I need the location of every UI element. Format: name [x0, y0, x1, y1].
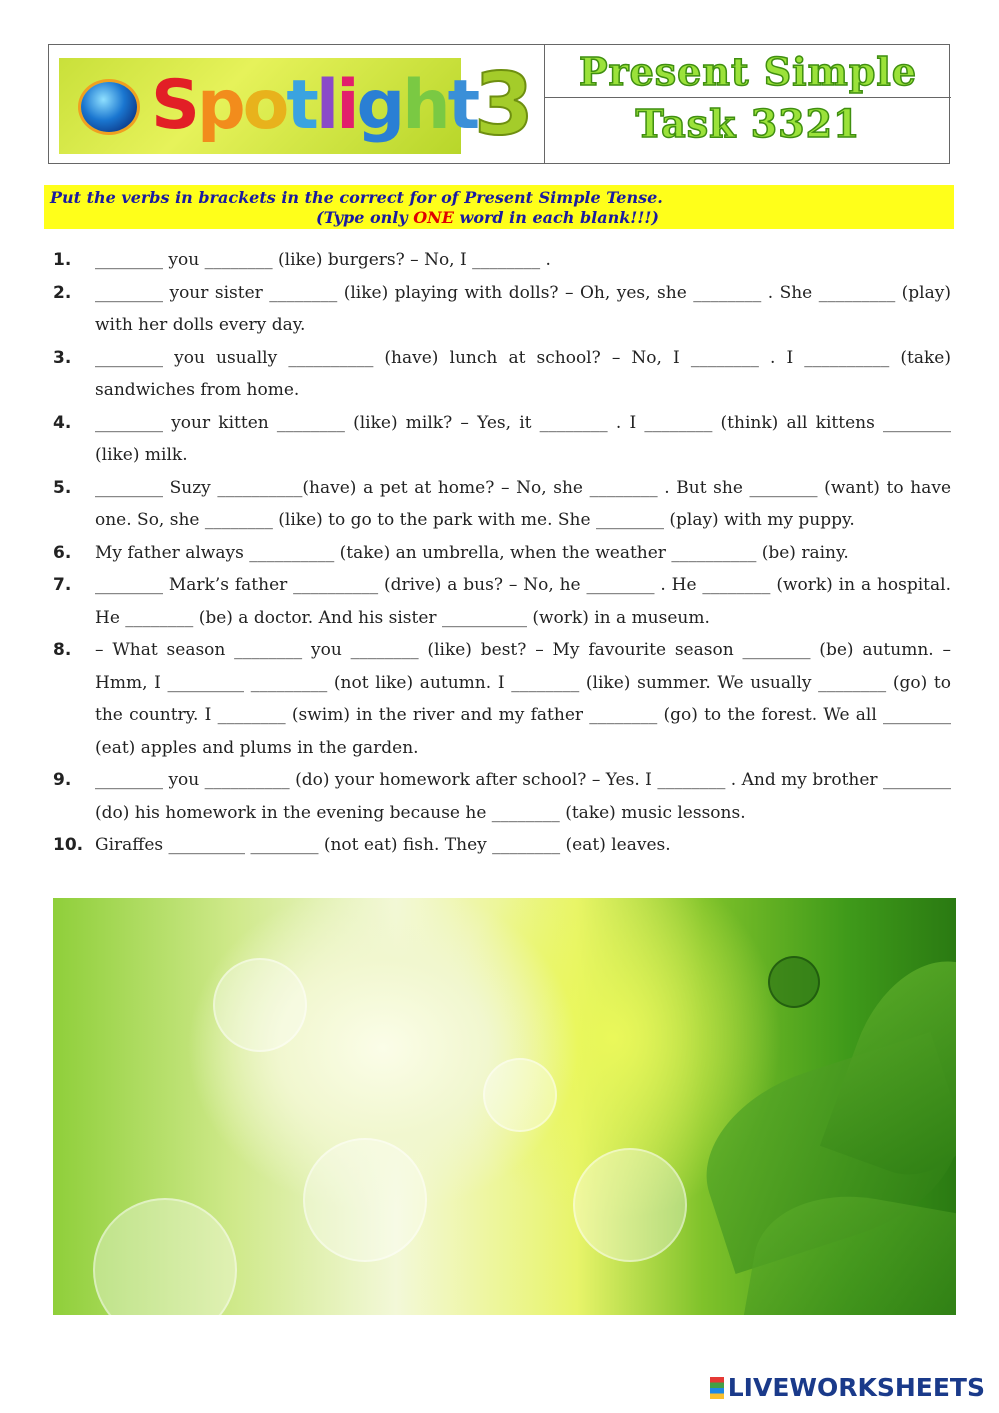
- logo-letter: t: [286, 66, 316, 145]
- exercise-item: [53, 764, 951, 829]
- header-box: [48, 44, 950, 164]
- exercise-item: [53, 829, 951, 862]
- exercise-list: [53, 244, 951, 862]
- logo-letter: h: [402, 66, 448, 145]
- footer-brand-text: LIVEWORKSHEETS: [727, 1373, 985, 1402]
- item-text[interactable]: ________ Mark’s father __________ (drive) a bus? – No, he ________ . He ________ (work) in a hospital. He ________ (be) a doctor. And his sister __________ (work) in a museum.: [95, 575, 951, 628]
- item-text[interactable]: – What season ________ you ________ (like) best? – My favourite season ________ (be) autumn. – Hmm, I _________ _________ (not like) autumn. I ________ (like) summer. We usually ________ (go) to the country. I ________ (swim) in the river and my father ________ (go) to the forest. We all ________ (eat) apples and plums in the garden.: [95, 640, 951, 758]
- item-number: 4.: [53, 412, 72, 433]
- item-number: 6.: [53, 542, 72, 563]
- item-text[interactable]: ________ you usually __________ (have) lunch at school? – No, I ________ . I __________ (take) sandwiches from home.: [95, 347, 951, 400]
- instructions-line2: [316, 207, 659, 228]
- item-text[interactable]: ________ you ________ (like) burgers? – No, I ________ .: [95, 250, 551, 270]
- bokeh-circle: [93, 1198, 237, 1315]
- exercise-item: [53, 244, 951, 277]
- exercise-item: [53, 472, 951, 537]
- logo-letter: i: [336, 66, 357, 145]
- exercise-item: [53, 569, 951, 634]
- footer-brand: [710, 1373, 985, 1402]
- item-text[interactable]: ________ your kitten ________ (like) milk? – Yes, it ________ . I ________ (think) all kittens ________ (like) milk.: [95, 412, 951, 465]
- exercise-item: [53, 407, 951, 472]
- item-number: 7.: [53, 575, 72, 595]
- logo-letter: p: [196, 66, 243, 145]
- item-number: 10.: [53, 835, 84, 855]
- instructions-prefix: (Type only: [316, 208, 414, 227]
- logo-letter: t: [447, 66, 478, 145]
- instructions-emphasis: ONE: [413, 208, 454, 227]
- item-text[interactable]: ________ your sister ________ (like) playing with dolls? – Oh, yes, she ________ . She _________ (play) with her dolls every day.: [95, 282, 951, 335]
- bokeh-circle: [303, 1138, 427, 1262]
- header-divider-horizontal: [544, 97, 951, 98]
- exercise-item: [53, 634, 951, 764]
- item-text[interactable]: My father always __________ (take) an umbrella, when the weather __________ (be) rainy.: [95, 542, 849, 563]
- spotlight-logo: [59, 58, 478, 154]
- bokeh-circle: [573, 1148, 687, 1262]
- exercise-item: [53, 537, 951, 570]
- item-text[interactable]: Giraffes _________ ________ (not eat) fish. They ________ (eat) leaves.: [95, 835, 671, 855]
- exercise-item: [53, 342, 951, 407]
- item-number: 2.: [53, 282, 72, 303]
- bokeh-circle: [213, 958, 307, 1052]
- logo-number: 3: [474, 55, 534, 155]
- liveworksheets-logo-icon: [710, 1377, 724, 1399]
- logo-letter: o: [242, 66, 287, 145]
- bokeh-circle: [483, 1058, 557, 1132]
- item-number: 9.: [53, 770, 72, 790]
- item-text[interactable]: ________ you __________ (do) your homework after school? – Yes. I ________ . And my brother ________ (do) his homework in the evening because he ________ (take) music lessons.: [95, 770, 951, 823]
- item-number: 8.: [53, 640, 72, 660]
- logo-wordmark: [151, 66, 477, 146]
- instructions-suffix: word in each blank!!!): [453, 208, 659, 227]
- instructions-banner: [44, 185, 954, 229]
- exercise-item: [53, 277, 951, 342]
- item-number: 5.: [53, 477, 72, 498]
- globe-icon: [81, 82, 137, 132]
- task-number: Task 3321: [635, 101, 861, 146]
- instructions-line1: Put the verbs in brackets in the correct for of Present Simple Tense.: [50, 188, 663, 207]
- item-number: 3.: [53, 347, 72, 368]
- page-title: Present Simple: [578, 49, 918, 94]
- logo-letter: l: [315, 66, 337, 145]
- bokeh-circle: [768, 956, 820, 1008]
- logo-letter: g: [356, 66, 403, 145]
- logo-letter: S: [151, 66, 197, 145]
- item-number: 1.: [53, 250, 72, 270]
- item-text[interactable]: ________ Suzy __________(have) a pet at home? – No, she ________ . But she ________ (want) to have one. So, she ________ (like) to go to the park with me. She ________ (play) with my puppy.: [95, 477, 951, 530]
- decorative-leaves-image: [53, 898, 956, 1315]
